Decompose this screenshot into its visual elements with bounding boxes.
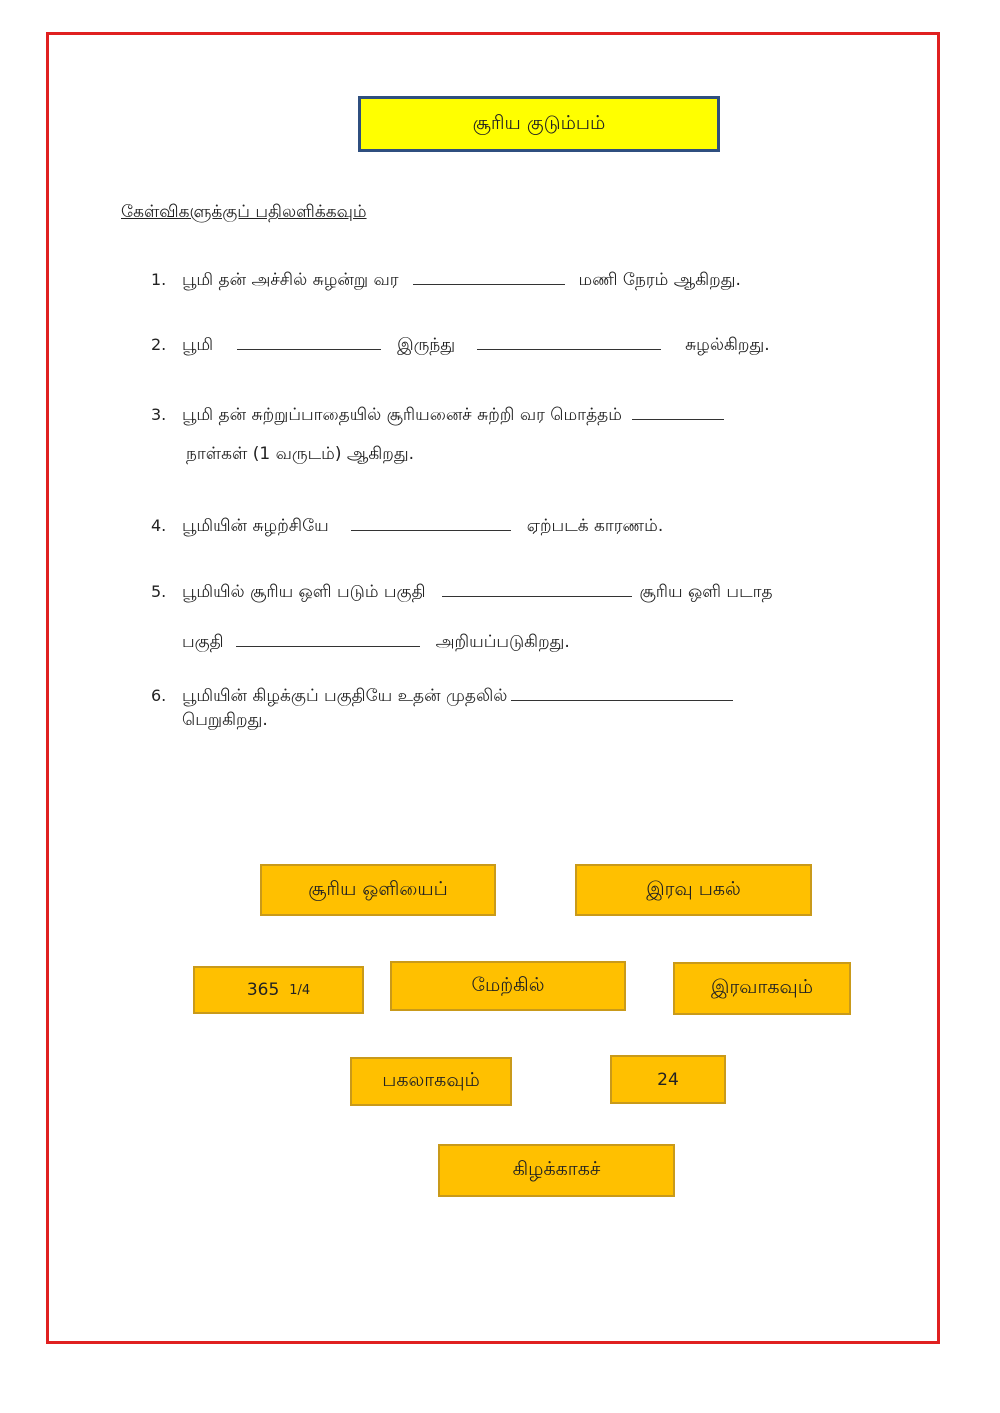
question-number-5: 5. [151, 582, 167, 601]
instruction-heading: கேள்விகளுக்குப் பதிலளிக்கவும் [121, 202, 367, 222]
answer-blank-3[interactable] [632, 403, 724, 420]
question-5-text-b: சூரிய ஒளி படாத [639, 582, 773, 602]
question-5-line-1 [182, 580, 773, 604]
question-2-text-a: பூமி [182, 335, 214, 355]
chip-as-night[interactable] [673, 962, 851, 1015]
question-5-text-d: அறியப்படுகிறது. [435, 632, 570, 652]
answer-blank-5a[interactable] [442, 580, 632, 597]
question-4 [182, 514, 663, 538]
chip-as-night-label: இரவாகவும் [710, 976, 814, 998]
chip-as-day[interactable] [350, 1057, 512, 1106]
answer-blank-2b[interactable] [477, 333, 661, 350]
chip-east-label: கிழக்காகச் [512, 1158, 601, 1180]
question-number-3: 3. [151, 405, 167, 424]
chip-night-day[interactable] [575, 864, 812, 916]
question-1-text-b: மணி நேரம் ஆகிறது. [578, 270, 741, 290]
answer-blank-5b[interactable] [236, 630, 420, 647]
chip-hours[interactable] [610, 1055, 726, 1104]
answer-blank-2a[interactable] [237, 333, 381, 350]
chip-west-label: மேற்கில் [471, 973, 545, 996]
question-number-6: 6. [151, 686, 167, 705]
answer-blank-4[interactable] [351, 514, 511, 531]
question-2 [182, 333, 770, 357]
chip-days[interactable] [193, 966, 364, 1014]
question-6-line-1 [182, 684, 733, 708]
chip-west[interactable] [390, 961, 626, 1011]
chip-sunlight-label: சூரிய ஒளியைப் [308, 877, 448, 900]
chip-days-fraction: 1/4 [289, 982, 311, 998]
answer-blank-6[interactable] [511, 684, 733, 701]
question-6-text-a: பூமியின் கிழக்குப் பகுதியே உதன் முதலில் [182, 686, 508, 706]
chip-sunlight[interactable] [260, 864, 496, 916]
question-1-text-a: பூமி தன் அச்சில் சுழன்று வர [182, 270, 399, 290]
worksheet-title [358, 96, 720, 152]
chip-hours-label: 24 [657, 1069, 679, 1090]
question-6-line-2: பெறுகிறது. [182, 710, 268, 730]
question-3-text-a: பூமி தன் சுற்றுப்பாதையில் சூரியனைச் சுற்றி வர மொத்தம் [182, 405, 622, 425]
question-number-2: 2. [151, 335, 167, 354]
question-2-text-b: இருந்து [397, 335, 456, 355]
chip-as-day-label: பகலாகவும் [382, 1069, 480, 1091]
chip-days-label: 365 [246, 980, 280, 1000]
question-4-text-b: ஏற்படக் காரணம். [526, 516, 664, 536]
question-2-text-c: சுழல்கிறது. [685, 335, 770, 355]
answer-blank-1[interactable] [413, 268, 565, 285]
question-3-line-1 [182, 403, 724, 427]
question-1 [182, 268, 741, 292]
question-3-line-2: நாள்கள் (1 வருடம்) ஆகிறது. [186, 444, 415, 464]
question-5-text-c: பகுதி [182, 632, 224, 652]
question-number-4: 4. [151, 516, 167, 535]
title-text: சூரிய குடும்பம் [472, 111, 606, 134]
chip-east[interactable] [438, 1144, 675, 1197]
question-number-1: 1. [151, 270, 167, 289]
question-5-text-a: பூமியில் சூரிய ஒளி படும் பகுதி [182, 582, 426, 602]
chip-night-day-label: இரவு பகல் [646, 877, 741, 900]
question-4-text-a: பூமியின் சுழற்சியே [182, 516, 329, 536]
question-5-line-2 [182, 630, 570, 654]
